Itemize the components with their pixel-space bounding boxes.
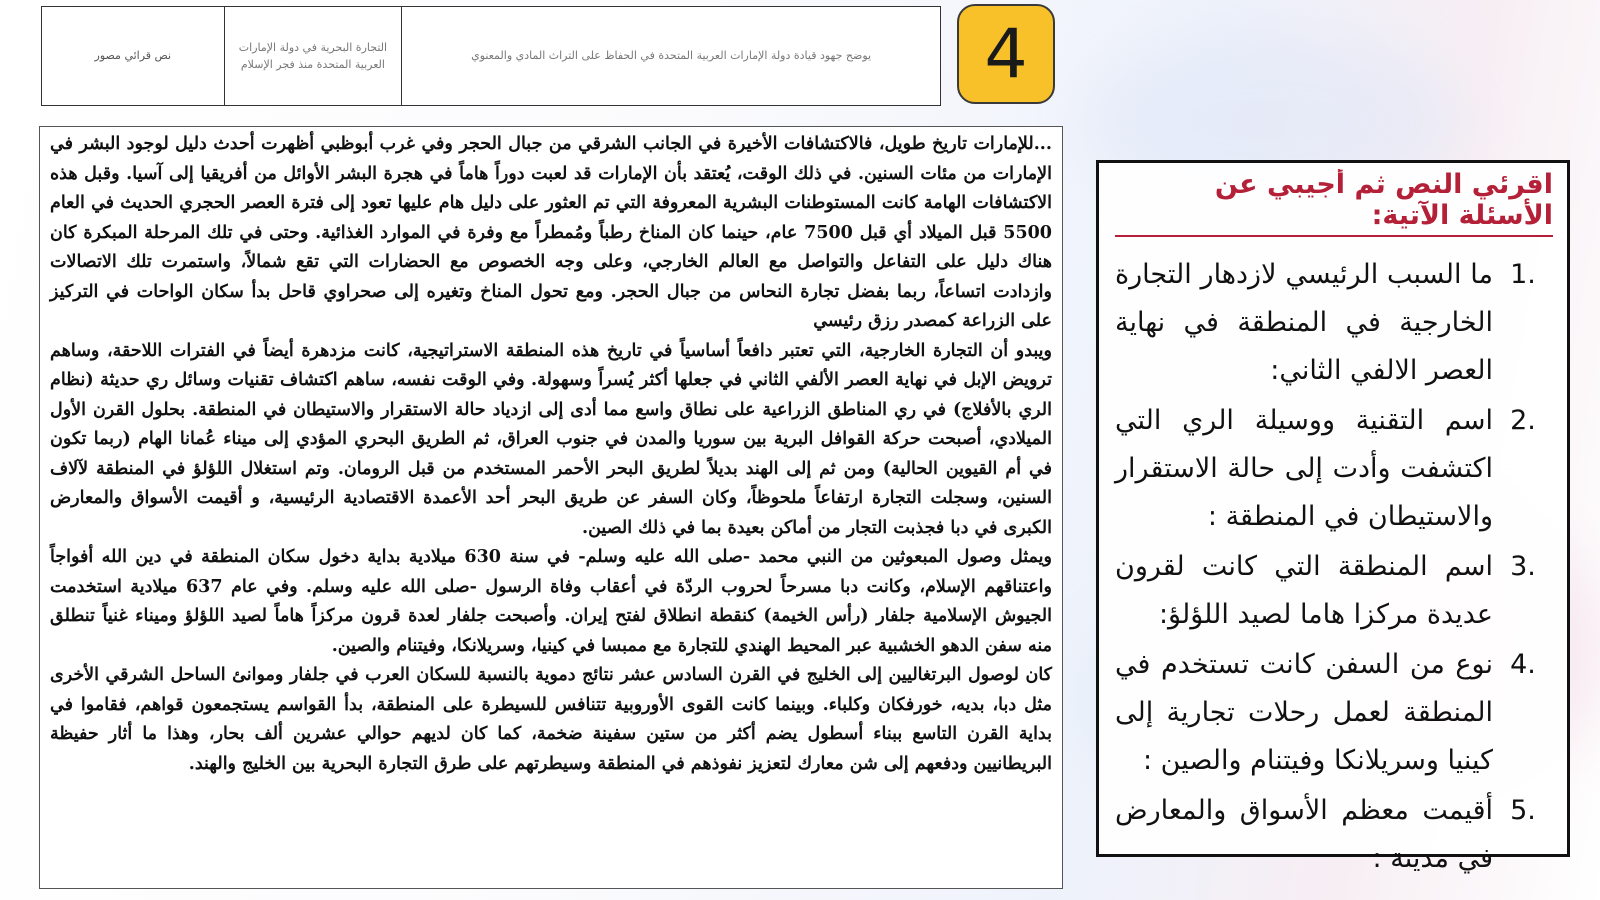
passage-paragraph: ويبدو أن التجارة الخارجية، التي تعتبر دافعاً أساسياً في تاريخ هذه المنطقة الاستراتيجية، كانت مزدهرة أيضاً في الفترات اللاحقة، وساهم ترويض الإبل في نهاية العصر الألفي الثاني في جعلها أكثر يُسراً وسهولة. وفي الوقت نفسه، ساهم اكتشاف تقنيات وسائل ري حديثة (نظام الري بالأفلاج) في ري المناطق الزراعية على نطاق واسع مما أدى إلى ازدياد حالة الاستقرار والاستيطان في المنطقة. بحلول القرن الأول الميلادي، أصبحت حركة القوافل البرية بين سوريا والمدن في جنوب العراق، ثم الطريق البحري المؤدي إلى ميناء عُمانا الهام (ربما تكون في أم القيوين الحالية) ومن ثم إلى الهند بديلاً لطريق البحر الأحمر المستخدم من قبل الرومان. وتم استغلال اللؤلؤ في المنطقة لآلاف السنين، وسجلت التجارة ارتفاعاً ملحوظاً، وكان السفر عن طريق البحر أحد الأعمدة الاقتصادية الرئيسية، و أقيمت الأسواق والمعارض الكبرى في دبا فجذبت التجار من أماكن بعيدة بما في ذلك الصين. (50, 340, 1052, 538)
lesson-number-badge (957, 4, 1055, 104)
question-text: اسم التقنية ووسيلة الري التي اكتشفت وأدت إلى حالة الاستقرار والاستيطان في المنطقة : (1115, 405, 1493, 532)
questions-list (1115, 251, 1553, 883)
passage-paragraph: كان لوصول البرتغاليين إلى الخليج في القرن السادس عشر نتائج دموية بالنسبة للسكان العرب في جلفار وموانئ الساحل الشرقي الأخرى مثل دبا، بديه، خورفكان وكلباء. وبينما كانت القوى الأوروبية تتنافس للسيطرة على المنطقة، بدأ القواسم يستجمعون قواهم، فقاموا في بداية القرن التاسع ببناء أسطول يضم أكثر من ستين سفينة ضخمة، كما كان لديهم حوالي عشرين ألف بحار، وهذا ما أثار حفيظة البريطانيين ودفعهم إلى شن معارك لتعزيز نفوذهم في المنطقة وسيطرتهم على طرق التجارة البحرية بين الخليج والهند. (50, 665, 1052, 774)
lesson-number: 4 (984, 14, 1028, 94)
question-number: 3. (1510, 551, 1536, 582)
question-item (1115, 543, 1553, 639)
passage-paragraph: ويمثل وصول المبعوثين من النبي محمد -صلى الله عليه وسلم- في سنة 630 ميلادية بداية دخول سكان المنطقة في دين الله أفواجاً واعتناقهم الإسلام، وكانت دبا مسرحاً لحروب الردّة في أعقاب وفاة الرسول -صلى الله عليه وسلم. وفي عام 637 ميلادية استخدمت الجيوش الإسلامية جلفار (رأس الخيمة) كنقطة انطلاق لفتح إيران. وأصبحت جلفار لعدة قرون مركزاً هاماً لصيد اللؤلؤ وميناء غنياً تنطلق منه سفن الدهو الخشبية عبر المحيط الهندي للتجارة مع ممبسا في كينيا، وسريلانكا، وفيتنام والصين. (50, 547, 1052, 656)
question-text: نوع من السفن كانت تستخدم في المنطقة لعمل رحلات تجارية إلى كينيا وسريلانكا وفيتنام والصين : (1115, 649, 1493, 776)
questions-title: اقرئي النص ثم أجيبي عن الأسئلة الآتية: (1115, 169, 1553, 237)
question-number: 1. (1510, 259, 1536, 290)
question-number: 5. (1510, 795, 1536, 826)
question-number: 4. (1510, 649, 1536, 680)
questions-title-wrap (1115, 169, 1553, 243)
question-text: اسم المنطقة التي كانت لقرون عديدة مركزا هاما لصيد اللؤلؤ: (1115, 551, 1493, 630)
question-text: ما السبب الرئيسي لازدهار التجارة الخارجية في المنطقة في نهاية العصر الالفي الثاني: (1115, 259, 1493, 386)
reading-passage (39, 126, 1063, 889)
questions-panel (1096, 160, 1570, 874)
header-unit-cell: التجارة البحرية في دولة الإمارات العربية المتحدة منذ فجر الإسلام (224, 7, 402, 105)
question-item (1115, 397, 1553, 541)
header-table (41, 6, 941, 106)
header-text-type-cell: نص قرائي مصور (94, 49, 172, 63)
passage-paragraph: ...للإمارات تاريخ طويل، فالاكتشافات الأخيرة في الجانب الشرقي من جبال الحجر وفي غرب أبوظبي أظهرت أحدث دليل لوجود البشر في الإمارات من مئات السنين. في ذلك الوقت، يُعتقد بأن الإمارات قد لعبت دوراً هاماً في هجرة البشر الأوائل من أفريقيا إلى آسيا. وقبل هذه الاكتشافات الهامة كانت المستوطنات البشرية المعروفة التي تم العثور على دليل هام عليها تعود إلى فترة العصر الحجري الحديث في العام 5500 قبل الميلاد أي قبل 7500 عام، حينما كان المناخ رطباً ومُمطراً مع وفرة في الموارد الغذائية. وحتى في تلك المرحلة المبكرة كان هناك دليل على التفاعل والتواصل مع العالم الخارجي، وعلى وجه الخصوص مع الحضارات التي تقع شمالاً، واستمرت تلك الاتصالات وازدادت اتساعاً، ربما بفضل تجارة النحاس من جبال الحجر. ومع تحول المناخ وتغيره إلى صحراوي قاحل بدأ سكان الواحات في التركيز على الزراعة كمصدر رزق رئيسي (50, 134, 1052, 331)
question-number: 2. (1510, 405, 1536, 436)
question-item (1115, 251, 1553, 395)
question-text: أقيمت معظم الأسواق والمعارض في مدينة : (1115, 795, 1493, 874)
question-item (1115, 641, 1553, 785)
header-objective-cell: يوضح جهود قيادة دولة الإمارات العربية المتحدة في الحفاظ على التراث المادي والمعنوي (401, 7, 940, 105)
question-item (1115, 787, 1553, 883)
